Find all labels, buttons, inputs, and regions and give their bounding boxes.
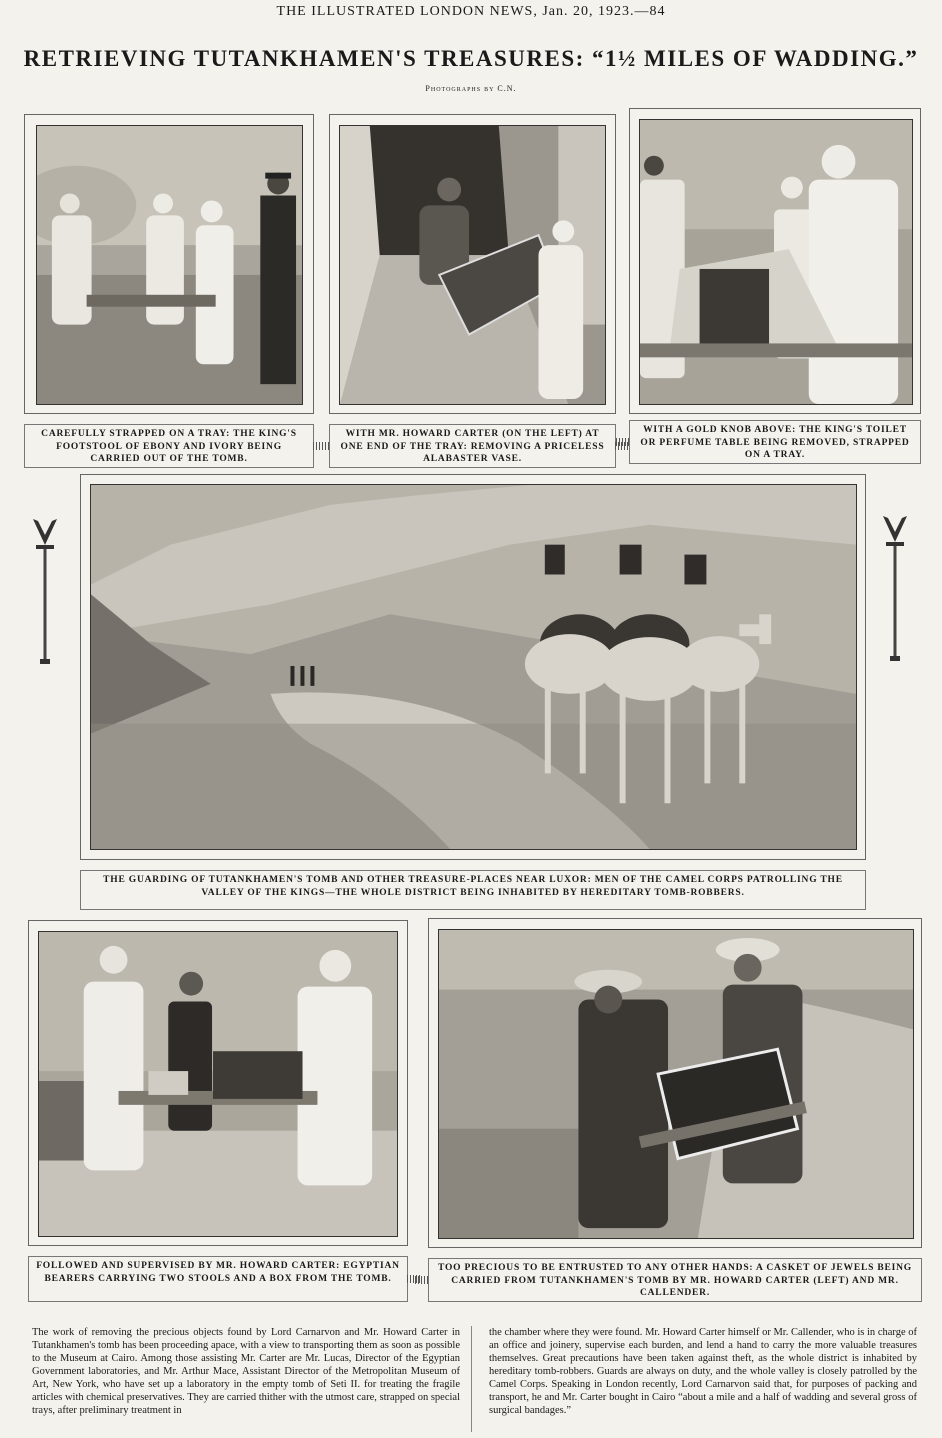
photo-frame-top-right [629,108,921,414]
photo-footstool [36,125,303,405]
caption-ornament [616,438,630,446]
caption-text: TOO PRECIOUS TO BE ENTRUSTED TO ANY OTHER HANDS: A CASKET OF JEWELS BEING CARRIED FROM TUTANKHAMEN'S TOMB BY MR. HOWARD CARTER (LEFT) AND MR. CALLENDER. [438,1263,912,1298]
lotus-column-ornament-left [30,515,60,665]
caption-center [80,870,866,910]
photo-stools-bearers [38,931,398,1237]
photo-camel-corps [90,484,857,850]
caption-text: WITH A GOLD KNOB ABOVE: THE KING'S TOILET OR PERFUME TABLE BEING REMOVED, STRAPPED ON A TRAY. [640,425,910,460]
column-divider [471,1326,472,1432]
caption-top-left [24,424,314,468]
masthead: THE ILLUSTRATED LONDON NEWS, Jan. 20, 1923.—84 [276,4,666,19]
lotus-column-ornament-right [880,512,910,662]
photo-frame-top-left [24,114,314,414]
page-title: RETRIEVING TUTANKHAMEN'S TREASURES: “1½ MILES OF WADDING.” [23,46,919,71]
caption-top-middle [329,424,616,468]
caption-text: THE GUARDING OF TUTANKHAMEN'S TOMB AND OTHER TREASURE-PLACES NEAR LUXOR: MEN OF THE CAMEL CORPS PATROLLING THE VALLEY OF THE KINGS—THE WHOLE DISTRICT BEING INHABITED BY HEREDITARY TOMB-ROBBERS. [103,875,843,898]
photo-frame-center [80,474,866,860]
caption-ornament [316,442,330,450]
caption-text: FOLLOWED AND SUPERVISED BY MR. HOWARD CARTER: EGYPTIAN BEARERS CARRYING TWO STOOLS AND A BOX FROM THE TOMB. [36,1261,400,1284]
caption-text: WITH MR. HOWARD CARTER (ON THE LEFT) AT ONE END OF THE TRAY: REMOVING A PRICELESS ALABASTER VASE. [340,429,605,464]
article-text-left: The work of removing the precious objects found by Lord Carnarvon and Mr. Howard Carter in Tutankhamen's tomb has been proceeding apace, with a view to transporting them as soon as possible to the Museum at Cairo. Among those assisting Mr. Carter are Mr. Lucas, Director of the Egyptian Government laboratories, and Mr. Arthur Mace, Assistant Director of the Metropolitan Museum of Art, New York, who have set up a laboratory in the empty tomb of Seti II. for treating the fragile articles with chemical preservatives. They are carried thither with the utmost care, strapped on special trays, after preliminary treatment in [32,1327,460,1416]
photo-alabaster-vase [339,125,606,405]
caption-bottom-right [428,1258,922,1302]
caption-bottom-left [28,1256,408,1302]
article-text-right: the chamber where they were found. Mr. Howard Carter himself or Mr. Callender, who is in charge of an office and joinery, supervise each burden, and lend a hand to carry the more valuable treasures themselves. Great precautions have been taken against theft, as the whole district is inhabited by hereditary tomb-robbers. Guards are always on duty, and the whole valley is closely patrolled by the Camel Corps. Speaking in London recently, Lord Carnarvon said that, for purposes of packing and transport, he and Mr. Carter bought in Cairo “about a mile and a half of wadding and several gross of surgical bandages.” [489,1327,917,1416]
caption-top-right [629,420,921,464]
photo-perfume-table [639,119,913,405]
photo-frame-bottom-left [28,920,408,1246]
photo-credit: Photographs by C.N. [425,84,517,93]
caption-ornament [415,1276,429,1284]
photo-frame-top-middle [329,114,616,414]
photo-frame-bottom-right [428,918,922,1248]
photo-jewel-casket [438,929,914,1239]
caption-text: CAREFULLY STRAPPED ON A TRAY: THE KING'S FOOTSTOOL OF EBONY AND IVORY BEING CARRIED OUT OF THE TOMB. [41,429,297,464]
